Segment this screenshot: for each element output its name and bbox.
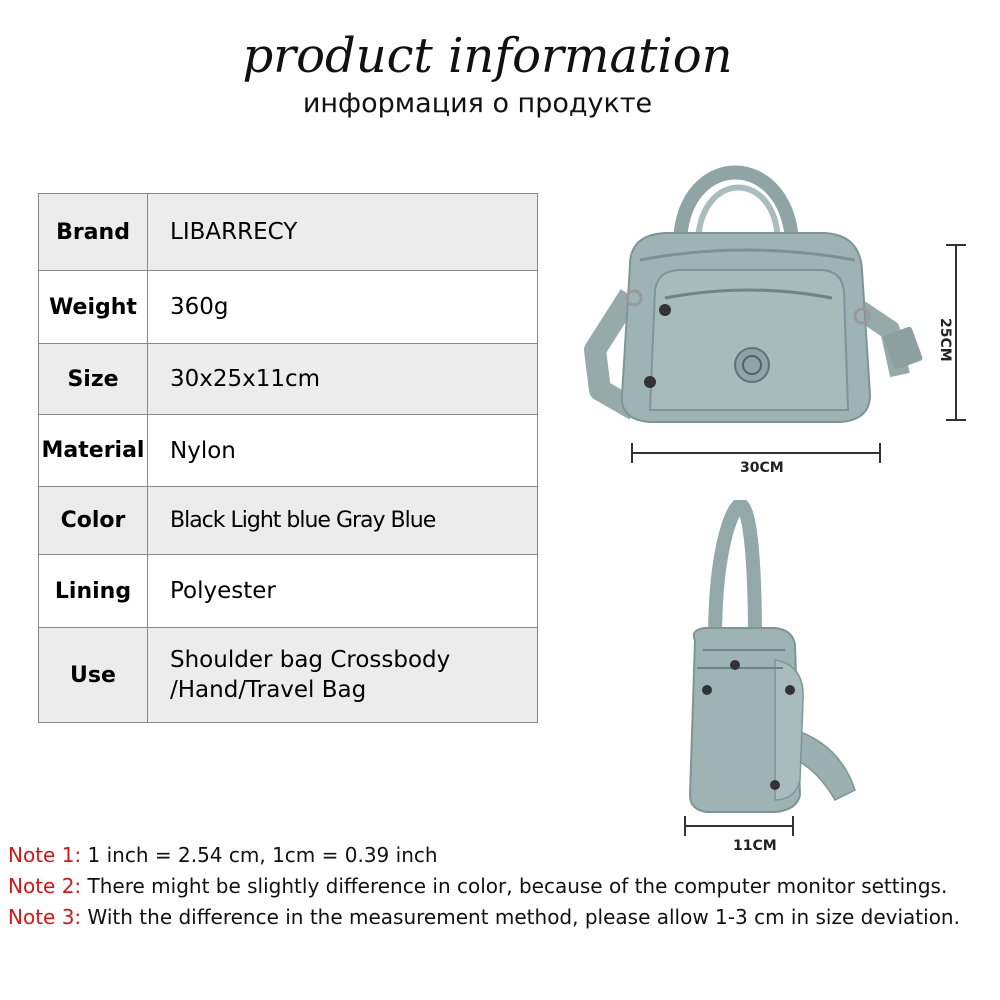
bag-side-view-image bbox=[675, 500, 875, 860]
bag-front-view-image bbox=[570, 120, 990, 490]
spec-row-brand bbox=[39, 194, 538, 271]
dimension-depth-label: 11CM bbox=[733, 838, 777, 854]
note-line bbox=[8, 840, 998, 871]
spec-value: 30x25x11cm bbox=[148, 344, 538, 415]
notes-section bbox=[8, 840, 998, 933]
spec-label: Color bbox=[39, 487, 148, 555]
note-line bbox=[8, 902, 998, 933]
note-label: Note 2: bbox=[8, 874, 82, 898]
page-title: product information bbox=[242, 28, 733, 84]
spec-label: Material bbox=[39, 415, 148, 487]
note-text: 1 inch = 2.54 cm, 1cm = 0.39 inch bbox=[87, 843, 438, 867]
spec-value: LIBARRECY bbox=[148, 194, 538, 271]
spec-row-size bbox=[39, 344, 538, 415]
spec-label: Size bbox=[39, 344, 148, 415]
spec-value bbox=[148, 628, 538, 723]
spec-label: Weight bbox=[39, 271, 148, 344]
spec-row-lining bbox=[39, 555, 538, 628]
spec-row-use bbox=[39, 628, 538, 723]
spec-label: Use bbox=[39, 628, 148, 723]
spec-label: Lining bbox=[39, 555, 148, 628]
spec-value: Nylon bbox=[148, 415, 538, 487]
note-label: Note 3: bbox=[8, 905, 82, 929]
spec-row-material bbox=[39, 415, 538, 487]
spec-value: 360g bbox=[148, 271, 538, 344]
note-text: There might be slightly difference in color, because of the computer monitor settings. bbox=[87, 874, 948, 898]
spec-row-color bbox=[39, 487, 538, 555]
spec-value: Black Light blue Gray Blue bbox=[148, 487, 538, 555]
dimension-height-label: 25CM bbox=[937, 318, 953, 362]
page-subtitle: информация о продукте bbox=[302, 88, 653, 119]
spec-value-line: Shoulder bag Crossbody bbox=[170, 647, 451, 673]
dimension-width-label: 30CM bbox=[740, 460, 784, 476]
note-line bbox=[8, 871, 998, 902]
spec-value-line: /Hand/Travel Bag bbox=[170, 677, 367, 703]
spec-value: Polyester bbox=[148, 555, 538, 628]
spec-label: Brand bbox=[39, 194, 148, 271]
spec-table bbox=[38, 193, 538, 723]
spec-row-weight bbox=[39, 271, 538, 344]
note-label: Note 1: bbox=[8, 843, 82, 867]
note-text: With the difference in the measurement method, please allow 1-3 cm in size deviation. bbox=[87, 905, 960, 929]
